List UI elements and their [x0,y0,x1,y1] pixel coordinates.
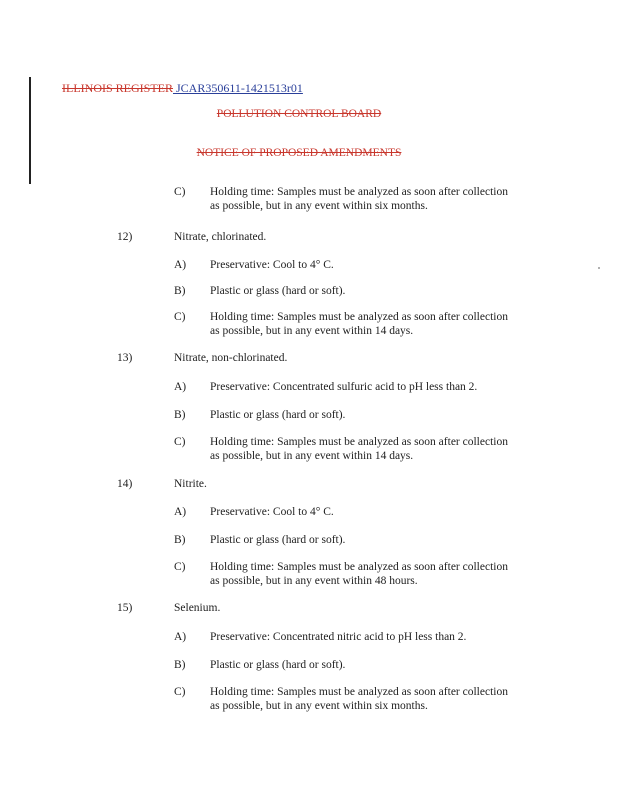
sub-text-line: as possible, but in any event within 14 days. [210,325,414,337]
sub-text-line: Holding time: Samples must be analyzed as soon after collection [210,311,508,323]
jcar-inserted-text: JCAR350611-1421513r01 [176,81,303,95]
item-number: 14) [117,478,133,490]
item-number: 12) [117,231,133,243]
sub-letter: C) [174,561,186,573]
sub-letter: C) [174,186,186,198]
sub-text-line: as possible, but in any event within six months. [210,200,428,212]
item-title: Nitrate, chlorinated. [174,231,267,243]
sub-text-line: as possible, but in any event within six months. [210,700,428,712]
register-struck-text: ILLINOIS REGISTER [62,81,173,95]
item-number: 13) [117,352,133,364]
board-heading [0,107,608,121]
sub-text [210,185,540,213]
sub-letter: A) [174,259,187,271]
sub-text: Plastic or glass (hard or soft). [210,659,346,671]
sub-text: Preservative: Cool to 4° C. [210,259,334,271]
sub-text [210,310,540,338]
sub-text [210,435,540,463]
sub-letter: B) [174,534,186,546]
sub-letter: C) [174,686,186,698]
sub-letter: B) [174,659,186,671]
sub-letter: C) [174,436,186,448]
item-title: Nitrite. [174,478,207,490]
item-title: Selenium. [174,602,221,614]
register-header [62,81,303,95]
sub-text: Plastic or glass (hard or soft). [210,534,346,546]
sub-letter: A) [174,631,187,643]
sub-text: Plastic or glass (hard or soft). [210,285,346,297]
sub-text: Preservative: Cool to 4° C. [210,506,334,518]
sub-letter: A) [174,506,187,518]
sub-letter: C) [174,311,186,323]
sub-text-line: Holding time: Samples must be analyzed as soon after collection [210,686,508,698]
sub-text: Preservative: Concentrated sulfuric acid to pH less than 2. [210,381,478,393]
sub-letter: B) [174,285,186,297]
sub-text [210,560,540,588]
sub-letter: A) [174,381,187,393]
scan-speck [598,267,600,269]
sub-text-line: Holding time: Samples must be analyzed as soon after collection [210,561,508,573]
board-struck-text: POLLUTION CONTROL BOARD [216,108,382,120]
sub-text-line: Holding time: Samples must be analyzed as soon after collection [210,436,508,448]
sub-text-line: as possible, but in any event within 14 days. [210,450,414,462]
sub-text: Plastic or glass (hard or soft). [210,409,346,421]
sub-text: Preservative: Concentrated nitric acid to pH less than 2. [210,631,467,643]
sub-text [210,685,540,713]
sub-text-line: Holding time: Samples must be analyzed as soon after collection [210,186,508,198]
revision-margin-bar [29,77,31,184]
notice-heading [0,146,608,160]
notice-struck-text: NOTICE OF PROPOSED AMENDMENTS [196,147,402,159]
sub-text-line: as possible, but in any event within 48 hours. [210,575,418,587]
item-number: 15) [117,602,133,614]
sub-letter: B) [174,409,186,421]
item-title: Nitrate, non-chlorinated. [174,352,288,364]
